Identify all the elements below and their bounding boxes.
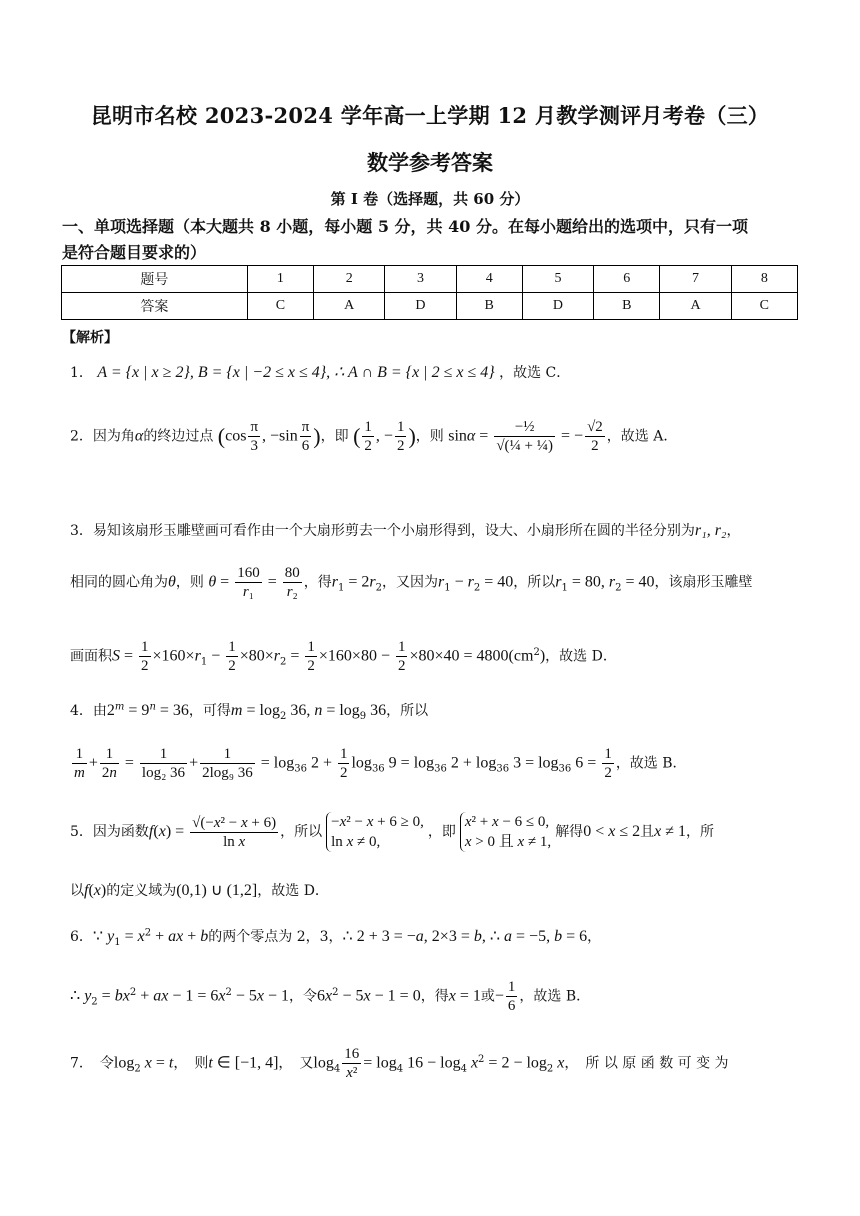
question-number: 5 (522, 266, 593, 293)
solution-text: ，得 (420, 988, 449, 1005)
section-heading (62, 214, 802, 266)
table-row-label: 答案 (62, 293, 248, 320)
solution-text: ， 又 (278, 1055, 314, 1072)
solution-symbol: α (134, 427, 144, 445)
solution-symbol: θ (168, 573, 176, 591)
solution-text: ， (587, 929, 602, 945)
solution-number: 1． (70, 365, 93, 381)
solution-conclusion: ，故选 D． (257, 883, 329, 899)
solution-text: ，又因为 (381, 574, 438, 591)
solution-text: ， (726, 523, 741, 539)
solution-text: 2．因为角 (70, 428, 135, 445)
solution-3-line-1 (70, 520, 740, 540)
question-number: 7 (660, 266, 731, 293)
answer-cell: C (247, 293, 313, 320)
solution-conclusion: ，故选 A． (606, 428, 678, 445)
solution-text: ， 所 以 原 函 数 可 变 为 (564, 1055, 729, 1072)
solution-text: 6． (70, 929, 93, 945)
solution-text: ，所以 (513, 574, 556, 591)
solution-2: 2．因为角α的终边过点 (cos $\frac{\pi}{3}$ , −sin $\frac{\pi}{6}$ )，即 ( $\frac{1}{2}$ , − $\frac{1}{2}$ )，则 sinα = $\frac{\text{−½}}{\text{√(¼ + ¼)}}$ = − $\frac{√2}{2}$ ，故选 A． (70, 419, 678, 454)
solution-text: ，该扇形玉雕壁 (654, 574, 753, 591)
question-number: 8 (731, 266, 797, 293)
solution-text: ，可得 (188, 703, 231, 719)
section-heading-line-1: 一、单项选择题（本大题共 8 小题，每小题 5 分，共 40 分。在每小题给出的选项中，只有一项 (62, 217, 748, 236)
answer-cell: D (385, 293, 456, 320)
answer-cell: B (594, 293, 660, 320)
question-number: 4 (456, 266, 522, 293)
question-number: 6 (594, 266, 660, 293)
solution-text: ，所 (686, 824, 714, 840)
solution-5-line-2: 以f(x)的定义域为(0,1) ∪ (1,2]，故选 D． (70, 882, 329, 899)
solution-symbol: r₁, r₂ (694, 522, 727, 539)
solution-text: ，即 (427, 824, 456, 840)
solution-text: 的终边过点 (143, 428, 214, 445)
solution-4-line-1: 4．由$2^m = 9^n = 36$，可得$m = \log_2 36$, $n = \log_9 36$，所以 (70, 701, 429, 722)
solution-text: ，则 (415, 428, 444, 445)
part-heading: 第 I 卷（选择题，共 60 分） (330, 190, 530, 208)
solution-conclusion: ，故选 B． (615, 755, 687, 772)
solution-text: 以 (70, 883, 84, 899)
solution-3-line-3: 画面积S = $\frac{1}{2}$ $\times 160\times r_1$ − $\frac{1}{2}$ $\times 80\times r_2$ = $\frac{1}{2}$ ×160×80 − $\frac{1}{2}$ $\times 80\times 40 = 4800(cm^2)$，故选 D． (70, 639, 617, 674)
solution-text: 相同的圆心角为 (70, 574, 168, 591)
solution-text: ，令 (289, 988, 318, 1005)
solution-text: ，所以 (386, 703, 429, 719)
solution-text: 且 (640, 824, 655, 840)
solution-text: 或 (480, 988, 495, 1005)
solution-text: ，所以 (280, 824, 323, 840)
solution-text: 5．因为函数 (70, 824, 149, 840)
analysis-label: 【解析】 (62, 330, 118, 346)
solution-text: 4．由 (70, 703, 107, 719)
question-number: 3 (385, 266, 456, 293)
solution-text: ，则 (175, 574, 204, 591)
section-heading-line-2: 是符合题目要求的） (62, 243, 207, 262)
solution-7-line-1: 7． 令$\log_2 x = t$， 则t ∈ [−1, 4]， 又$\log_4$ $\frac{16}{\text{x²}}$ = $\log_4 16 - \log_4 x^2 = 2 - \log_2 x$， 所 以 原 函 数 可 变 为 (70, 1046, 729, 1081)
solution-6-line-1: 6．∵ $y_1 = x^2$ + ax + b的两个零点为 2，3，∴ 2 + 3 = −a, 2×3 = b, ∴ a = −5, b = 6， (70, 927, 602, 948)
solution-text: 解得 (555, 824, 584, 840)
solution-text: ，即 (320, 428, 349, 445)
page-subtitle: 数学参考答案 (367, 150, 493, 175)
solution-text: 的定义域为 (106, 883, 177, 899)
solution-4-line-2: $\frac{1}{m}$ + $\frac{1}{2n}$ = $\frac{1}{\text{log₂ 36}}$ + $\frac{1}{\text{2log₉ 36}}$ = $\log_{36} 2$ + $\frac{1}{2}$ $\log_{36} 9 = \log_{36} 2 + \log_{36} 3 = \log_{36} 6$ = $\frac{1}{2}$ ，故选 B． (74, 746, 687, 781)
solution-text: 3．易知该扇形玉雕壁画可看作由一个大扇形剪去一个小扇形得到，设大、小扇形所在圆的半径分别为 (70, 523, 695, 539)
solution-5-line-1: 5．因为函数f(x) = $\frac{\text{√(−x² − x + 6)}}{\text{ln x}}$ ，所以 −x² − x + 6 ≥ 0, ln x ≠ 0, ，即 x² + x − 6 ≤ 0, x > 0 且 x ≠ 1, 解得0 < x ≤ 2且x ≠ 1，所 (70, 814, 714, 850)
solution-3-line-2: 相同的圆心角为θ，则 θ = $\frac{160}{\text{r₁}}$ = $\frac{80}{\text{r₂}}$ ，得$r_1 = 2r_2$，又因为$r_1 - r_2 = 40$，所以$r_1 = 80$, $r_2 = 40$，该扇形玉雕壁 (70, 565, 753, 600)
question-number: 2 (314, 266, 385, 293)
page-title: 昆明市名校 2023-2024 学年高一上学期 12 月教学测评月考卷（三） (90, 103, 770, 128)
answer-table (61, 265, 798, 320)
solution-text: ，得 (303, 574, 332, 591)
solution-text: ， 则 (173, 1055, 209, 1072)
solution-1 (70, 362, 570, 382)
answer-cell: B (456, 293, 522, 320)
solution-text: 7． 令 (70, 1055, 114, 1072)
answer-cell: A (660, 293, 731, 320)
answer-cell: D (522, 293, 593, 320)
answer-cell: C (731, 293, 797, 320)
table-row (62, 266, 798, 293)
solution-math: A = {x | x ≥ 2}, B = {x | −2 ≤ x ≤ 4}, ∴ A ∩ B = {x | 2 ≤ x ≤ 4} (97, 364, 495, 381)
answer-cell: A (314, 293, 385, 320)
question-number: 1 (247, 266, 313, 293)
table-row (62, 293, 798, 320)
solution-text: 的两个零点为 2，3， (208, 929, 343, 945)
solution-6-line-2: ∴ $y_2 = bx^2$ + ax − $1 = 6x^2 - 5x - 1$，令$6x^2 - 5x - 1 = 0$，得x = 1或− $\frac{1}{6}$ ，故选 B． (70, 979, 591, 1014)
solution-conclusion: ，故选 D． (545, 648, 617, 665)
solution-text: 且 (498, 834, 514, 850)
solution-conclusion: ，故选 B． (519, 988, 591, 1005)
solution-conclusion: ，故选 C． (499, 365, 571, 381)
table-row-label: 题号 (62, 266, 248, 293)
solution-text: 画面积 (70, 648, 112, 665)
